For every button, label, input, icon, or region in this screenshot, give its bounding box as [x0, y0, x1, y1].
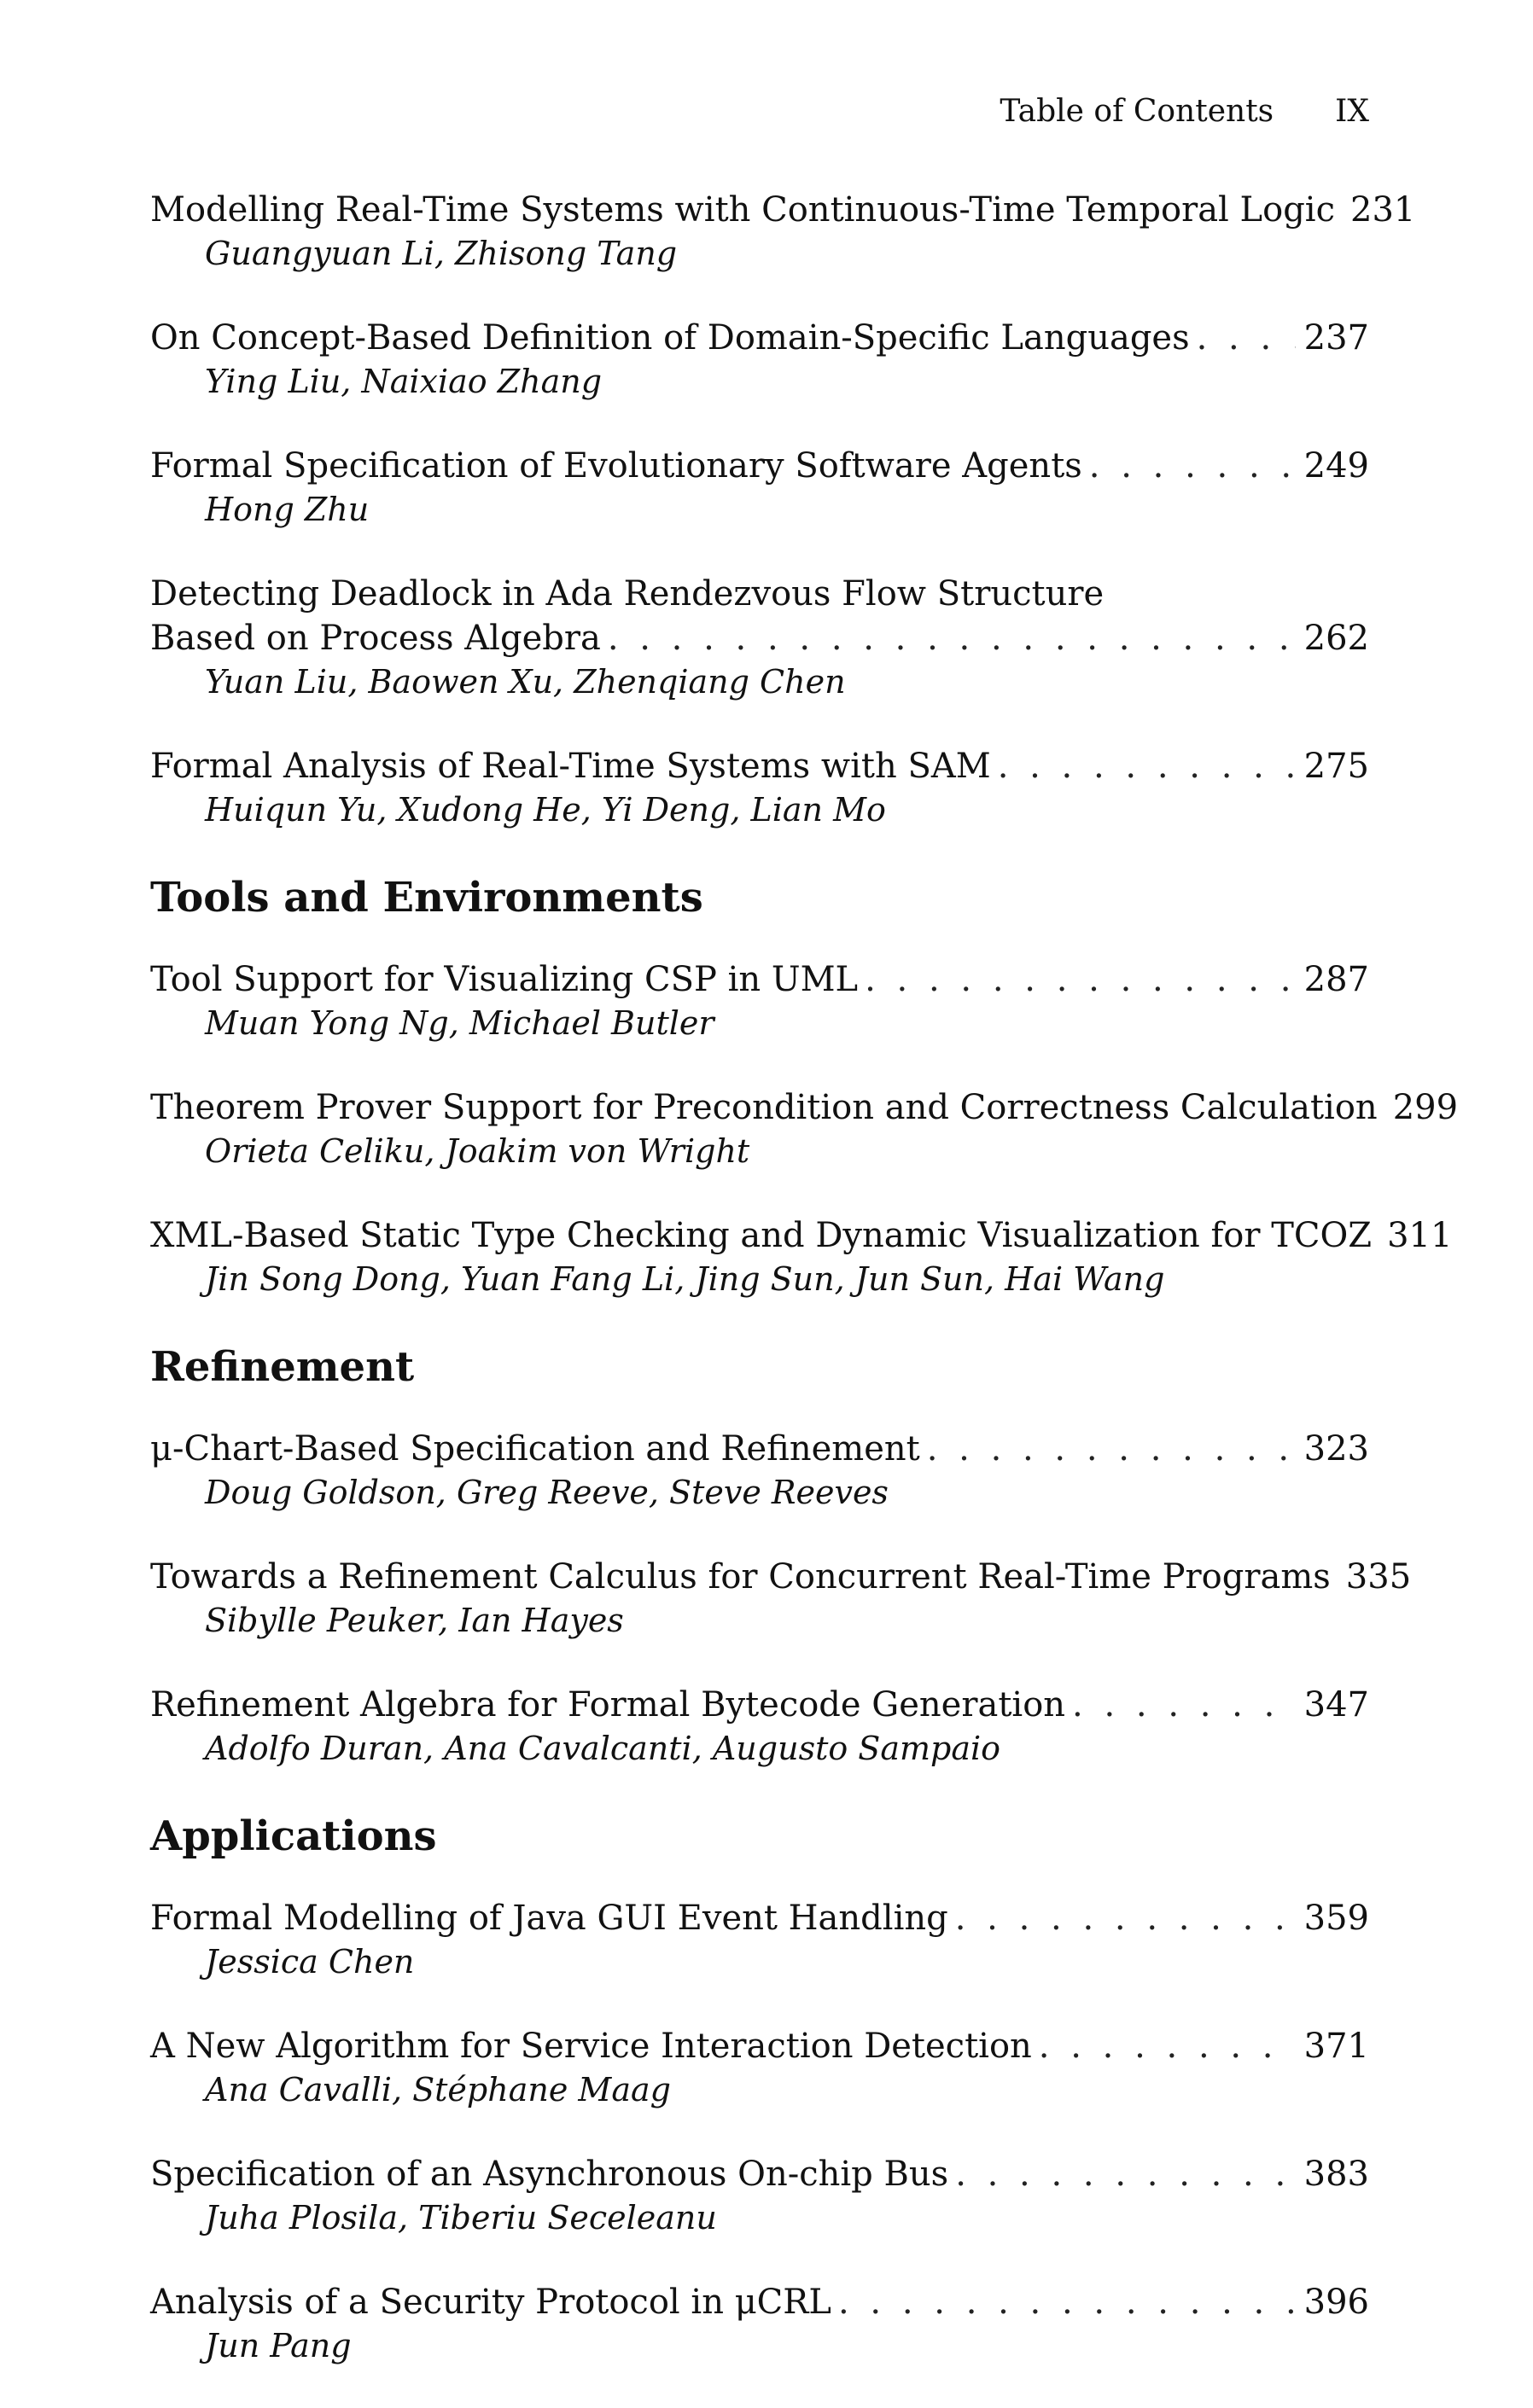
toc-entry-title: A New Algorithm for Service Interaction Detection [150, 2027, 1032, 2066]
toc-entry [150, 1213, 1453, 1300]
toc-entry-title: Towards a Refinement Calculus for Concurrent Real-Time Programs [150, 1557, 1331, 1597]
toc-entry-page: 299 [1392, 1088, 1459, 1127]
toc-entry [150, 744, 1369, 831]
toc-entry-authors: Adolfo Duran, Ana Cavalcanti, Augusto Sampaio [205, 1730, 1001, 1767]
toc-entry-authors: Orieta Celiku, Joakim von Wright [205, 1132, 750, 1170]
toc-entry-authors: Sibylle Peuker, Ian Hayes [205, 1602, 624, 1639]
toc-entry-authors: Ying Liu, Naixiao Zhang [205, 363, 603, 400]
toc-entry-title: XML-Based Static Type Checking and Dynamic Visualization for TCOZ [150, 1216, 1373, 1255]
toc-entry-authors: Jessica Chen [205, 1943, 415, 1980]
toc-entry [150, 188, 1416, 275]
toc-entry-page: 249 [1303, 446, 1369, 486]
dot-leader [927, 1427, 1296, 1471]
dot-leader [998, 744, 1296, 788]
toc-entry-title-first-line: Detecting Deadlock in Ada Rendezvous Flow Structure [150, 574, 1105, 614]
toc-entry [150, 1555, 1412, 1642]
toc-entry-authors: Jun Pang [205, 2327, 352, 2364]
toc-entry-title: Specification of an Asynchronous On-chip Bus [150, 2155, 949, 2194]
toc-entry-authors: Ana Cavalli, Stéphane Maag [205, 2071, 671, 2108]
toc-entry [150, 1683, 1369, 1770]
toc-entry-page: 275 [1303, 747, 1369, 786]
toc-entry-title: Modelling Real-Time Systems with Continuous-Time Temporal Logic [150, 190, 1335, 230]
toc-entry [150, 957, 1369, 1044]
toc-entry-page: 347 [1303, 1685, 1369, 1725]
section-heading: Tools and Environments [150, 874, 703, 922]
toc-entry-page: 231 [1350, 190, 1416, 230]
toc-entry-authors: Juha Plosila, Tiberiu Seceleanu [205, 2199, 717, 2236]
toc-entry [150, 2024, 1369, 2111]
dot-leader [955, 1896, 1296, 1940]
dot-leader [1039, 2024, 1296, 2068]
toc-entry-page: 237 [1303, 318, 1369, 358]
toc-entry-page: 396 [1303, 2283, 1369, 2322]
toc-entry [150, 316, 1369, 403]
toc-entry-page: 287 [1303, 960, 1369, 999]
toc-entry-authors: Yuan Liu, Baowen Xu, Zhenqiang Chen [205, 663, 846, 701]
page-number: IX [1335, 94, 1369, 129]
toc-entry-page: 335 [1345, 1557, 1412, 1597]
toc-entry [150, 1085, 1459, 1172]
toc-entry-page: 383 [1303, 2155, 1369, 2194]
toc-page [150, 94, 1459, 2408]
toc-entry-title: Theorem Prover Support for Precondition and Correctness Calculation [150, 1088, 1378, 1127]
running-head-title: Table of Contents [1000, 94, 1274, 129]
toc-entry-authors: Hong Zhu [205, 491, 370, 528]
toc-entry [150, 2152, 1369, 2239]
dot-leader [608, 616, 1296, 660]
toc-entry [150, 444, 1369, 531]
toc-entry-title: On Concept-Based Definition of Domain-Specific Languages [150, 318, 1190, 358]
toc-entry [150, 1896, 1369, 1983]
toc-entry-authors: Doug Goldson, Greg Reeve, Steve Reeves [205, 1474, 889, 1511]
toc-entry [150, 572, 1369, 703]
dot-leader [1089, 444, 1296, 488]
toc-entry-authors: Jin Song Dong, Yuan Fang Li, Jing Sun, Jun Sun, Hai Wang [205, 1260, 1165, 1298]
toc-section [150, 188, 1416, 831]
toc-entry-title: Formal Modelling of Java GUI Event Handling [150, 1899, 948, 1938]
toc-entry-title: Based on Process Algebra [150, 619, 601, 658]
toc-entry-title: μ-Chart-Based Specification and Refinement [150, 1429, 920, 1469]
dot-leader [1197, 316, 1296, 360]
toc-section [150, 1341, 1412, 1770]
toc-entry-page: 311 [1387, 1216, 1453, 1255]
toc-entry-page: 262 [1303, 619, 1369, 658]
toc-entry-page: 371 [1303, 2027, 1369, 2066]
toc-entry-title: Refinement Algebra for Formal Bytecode Generation [150, 1685, 1066, 1725]
section-heading: Applications [150, 1812, 437, 1860]
toc-entry-authors: Muan Yong Ng, Michael Butler [205, 1004, 714, 1042]
toc-entry-authors: Huiqun Yu, Xudong He, Yi Deng, Lian Mo [205, 791, 886, 829]
toc-entry-title: Formal Specification of Evolutionary Software Agents [150, 446, 1082, 486]
toc-entry-authors: Guangyuan Li, Zhisong Tang [205, 235, 678, 272]
toc-entry-page: 323 [1303, 1429, 1369, 1469]
toc-entry [150, 1427, 1369, 1514]
toc-entry-title: Analysis of a Security Protocol in μCRL [150, 2283, 831, 2322]
toc-entry-title: Formal Analysis of Real-Time Systems with SAM [150, 747, 991, 786]
dot-leader [1072, 1683, 1296, 1727]
toc-entry-page: 359 [1303, 1899, 1369, 1938]
section-heading: Refinement [150, 1343, 415, 1391]
toc-entry-title: Tool Support for Visualizing CSP in UML [150, 960, 859, 999]
dot-leader [865, 957, 1296, 1002]
dot-leader [838, 2280, 1296, 2324]
running-head [150, 94, 1369, 142]
toc-section [150, 1811, 1369, 2367]
toc-section [150, 872, 1459, 1300]
toc-entry [150, 2280, 1369, 2367]
dot-leader [955, 2152, 1295, 2196]
